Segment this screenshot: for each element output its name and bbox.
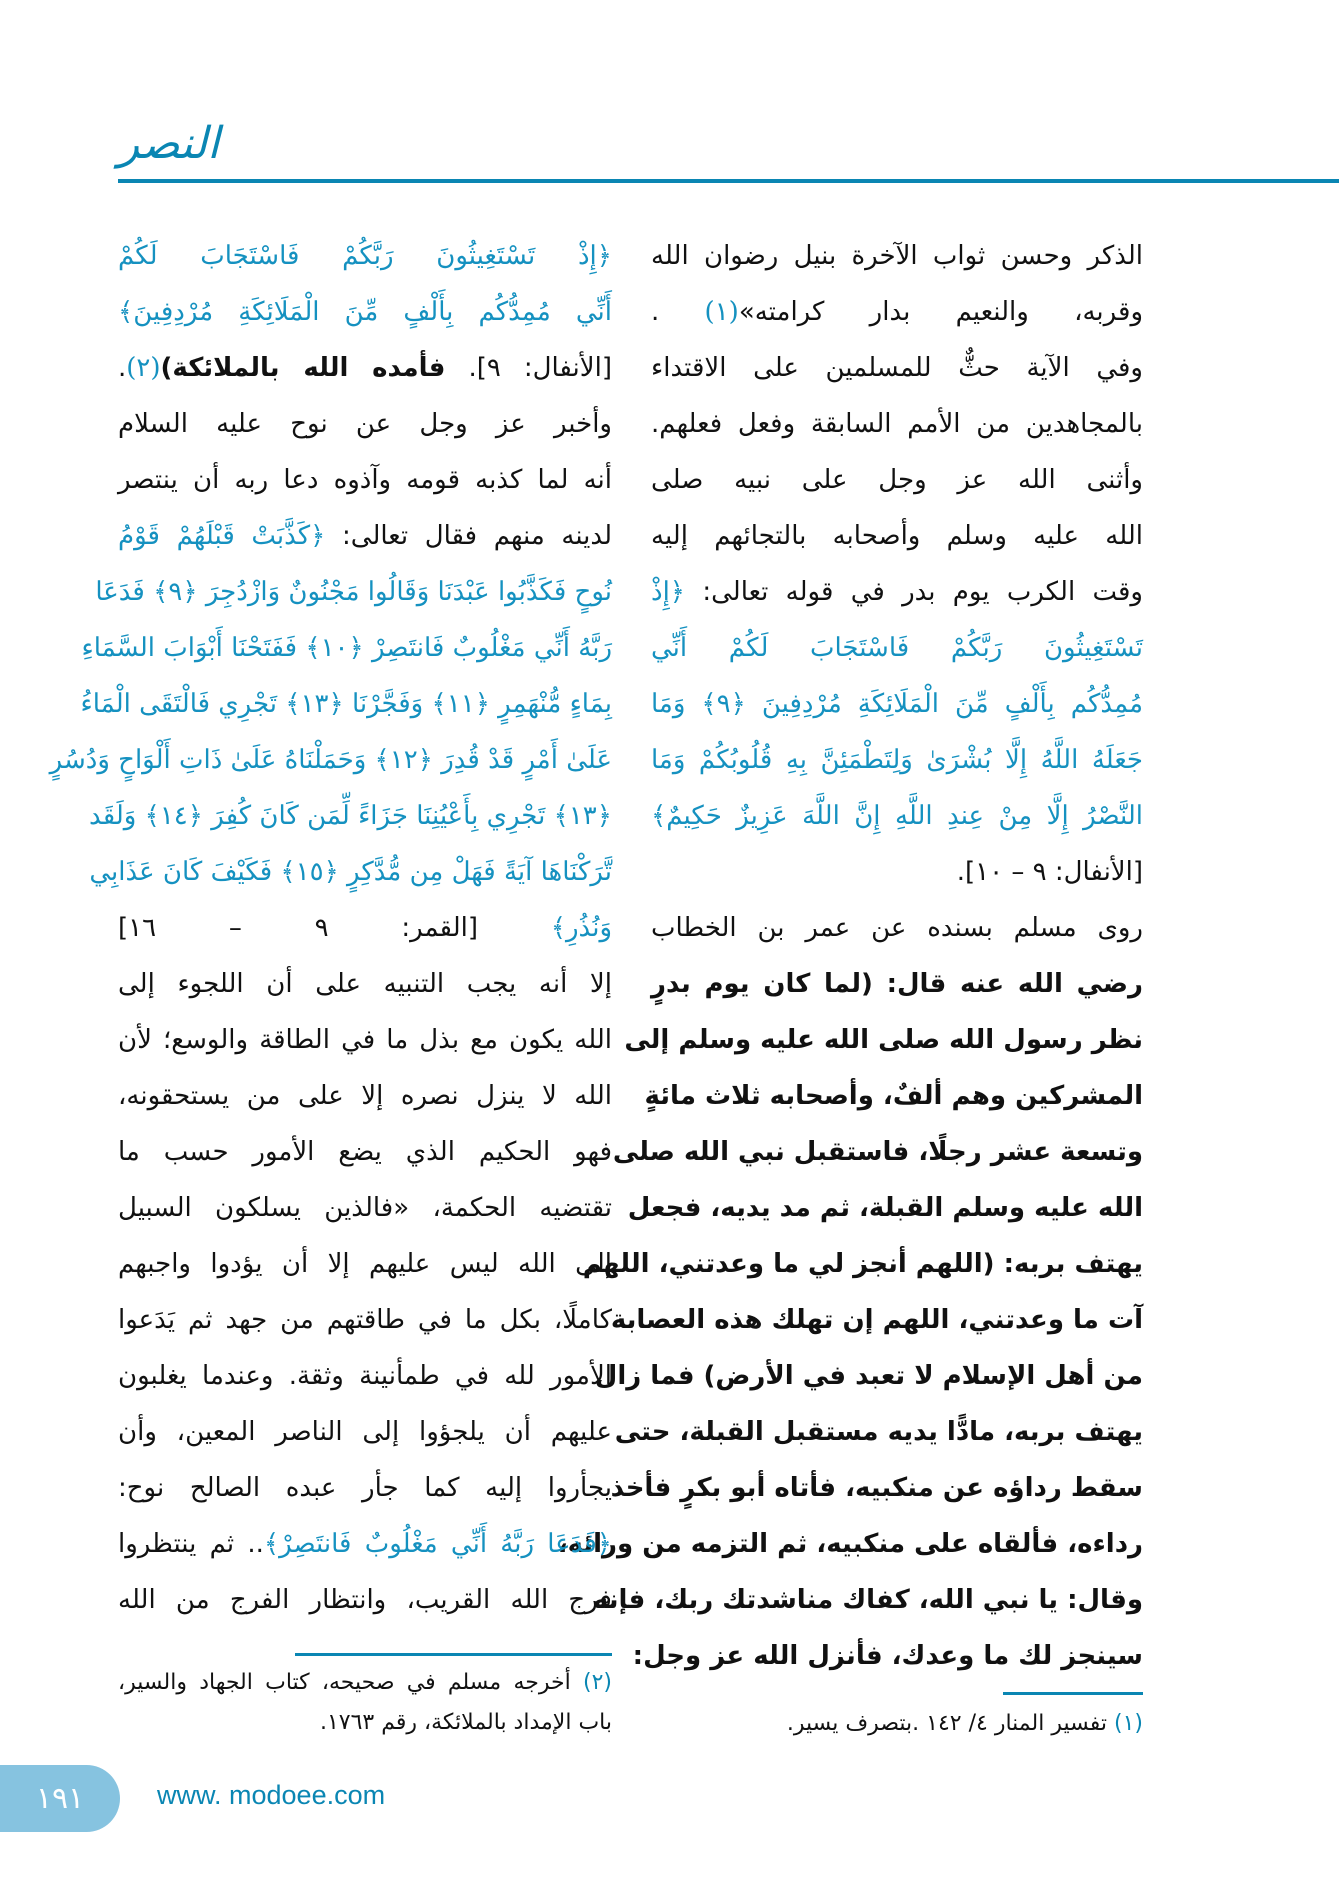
footnote-1 (651, 1704, 1143, 1744)
body-text: وأثنى الله عز وجل على نبيه صلى (651, 465, 1143, 495)
body-text: عليهم أن يلجؤوا إلى الناصر المعين، وأن (118, 1417, 612, 1447)
body-text: الأمور لله في طمأنينة وثقة. وعندما يغلبون (118, 1361, 612, 1391)
text-line (614, 1404, 1143, 1460)
text-line (610, 1460, 1143, 1516)
body-text: . (651, 297, 705, 327)
body-text: روى مسلم بسنده عن عمر بن الخطاب (651, 913, 1143, 943)
hadith-text: من أهل الإسلام لا تعبد في الأرض) فما زال (594, 1361, 1143, 1391)
footnote-rule-right (1003, 1692, 1143, 1695)
body-text: فرج الله القريب، وانتظار الفرج من الله (118, 1585, 612, 1615)
text-line (118, 1236, 612, 1292)
quran-text: عَلَىٰ أَمْرٍ قَدْ قُدِرَ ﴿١٢﴾ وَحَمَلْنَاهُ عَلَىٰ ذَاتِ أَلْوَاحٍ وَدُسُرٍ (49, 745, 612, 775)
text-line (557, 1516, 1143, 1572)
text-line (610, 1292, 1143, 1348)
quran-text: ﴿فَدَعَا رَبَّهُ أَنِّي مَغْلُوبٌ فَانتَصِرْ﴾ (263, 1529, 612, 1559)
quran-text: أَنِّي مُمِدُّكُم بِأَلْفٍ مِّنَ الْمَلَائِكَةِ مُرْدِفِينَ﴾ (118, 297, 612, 327)
body-text: فهو الحكيم الذي يضع الأمور حسب ما (118, 1137, 612, 1167)
text-line (118, 1516, 612, 1572)
quran-text: (١) (704, 297, 739, 327)
text-line (118, 1180, 612, 1236)
body-text: [الأنفال: ٩ – ١٠]. (956, 857, 1143, 887)
hadith-text: سقط رداؤه عن منكبيه، فأتاه أبو بكرٍ فأخذ (610, 1473, 1143, 1503)
text-line (81, 620, 612, 676)
body-text: لدينه منهم فقال تعالى: (325, 521, 612, 551)
text-line (118, 1292, 612, 1348)
quran-text: تَّرَكْنَاهَا آيَةً فَهَلْ مِن مُّدَّكِرٍ ﴿١٥﴾ فَكَيْفَ كَانَ عَذَابِي (89, 857, 612, 887)
website-link[interactable]: www. modoee.com (157, 1780, 386, 1810)
footnote-text: تفسير المنار ٤/ ١٤٢ .بتصرف يسير. (786, 1711, 1114, 1736)
body-text: يجأروا إليه كما جأر عبده الصالح نوح: (118, 1473, 612, 1503)
quran-text: ﴿إِذْ (651, 577, 686, 607)
hadith-text: الله عليه وسلم القبلة، ثم مد يديه، فجعل (627, 1193, 1143, 1223)
body-text: . (118, 353, 127, 383)
quran-text: وَنُذُرِ﴾ (477, 913, 612, 943)
text-line (651, 284, 1143, 340)
text-line (118, 396, 612, 452)
body-text: بالمجاهدين من الأمم السابقة وفعل فعلهم. (651, 409, 1143, 439)
quran-text: ﴿إِذْ تَسْتَغِيثُونَ رَبَّكُمْ فَاسْتَجَابَ لَكُمْ (118, 241, 612, 271)
text-line (118, 508, 612, 564)
body-text: وقربه، والنعيم بدار كرامته» (738, 297, 1143, 327)
text-line (651, 732, 1143, 788)
body-text: تقتضيه الحكمة، «فالذين يسلكون السبيل (118, 1193, 612, 1223)
quran-text: تَسْتَغِيثُونَ رَبَّكُمْ فَاسْتَجَابَ لَكُمْ أَنِّي (651, 633, 1143, 663)
body-text: وقت الكرب يوم بدر في قوله تعالى: (685, 577, 1143, 607)
hadith-text: وتسعة عشر رجلًا، فاستقبل نبي الله صلى (612, 1137, 1143, 1167)
text-line (651, 844, 1143, 900)
hadith-text: يهتف بربه، مادًّا يديه مستقبل القبلة، حتى (614, 1417, 1143, 1447)
text-line (118, 1068, 612, 1124)
text-line (593, 1572, 1143, 1628)
footnote-number: (١) (1113, 1711, 1143, 1736)
hadith-text: نظر رسول الله صلى الله عليه وسلم إلى (624, 1025, 1143, 1055)
text-line (582, 1236, 1143, 1292)
body-text: إلا أنه يجب التنبيه على أن اللجوء إلى (118, 969, 612, 999)
hadith-text: آت ما وعدتني، اللهم إن تهلك هذه العصابة (610, 1305, 1143, 1335)
text-line (49, 732, 612, 788)
text-line (651, 676, 1143, 732)
text-line (632, 1628, 1143, 1684)
text-line (651, 956, 1143, 1012)
text-line (118, 452, 612, 508)
header-rule (118, 179, 1339, 183)
text-line (95, 564, 612, 620)
quran-text: ﴿كَذَّبَتْ قَبْلَهُمْ قَوْمُ (118, 521, 326, 551)
hadith-text: رداءه، فألقاه على منكبيه، ثم التزمه من ورائه، (557, 1529, 1143, 1559)
left-column (49, 228, 612, 1628)
text-line (627, 1180, 1143, 1236)
text-line (118, 900, 612, 956)
text-line (651, 228, 1143, 284)
text-line (651, 788, 1143, 844)
text-line (118, 1460, 612, 1516)
text-line (118, 228, 612, 284)
body-text: الذكر وحسن ثواب الآخرة بنيل رضوان الله (651, 241, 1143, 271)
text-line (651, 452, 1143, 508)
right-column (557, 228, 1143, 1684)
text-line (651, 620, 1143, 676)
page-number: ١٩١ (0, 1765, 120, 1832)
quran-text: نُوحٍ فَكَذَّبُوا عَبْدَنَا وَقَالُوا مَجْنُونٌ وَازْدُجِرَ ﴿٩﴾ فَدَعَا (95, 577, 612, 607)
quran-text: مُمِدُّكُم بِأَلْفٍ مِّنَ الْمَلَائِكَةِ مُرْدِفِينَ ﴿٩﴾ وَمَا (651, 689, 1143, 719)
footnote-rule-left (295, 1653, 612, 1656)
body-text: [الأنفال: ٩]. (445, 353, 612, 383)
footnote-text: أخرجه مسلم في صحيحه، كتاب الجهاد والسير، باب الإمداد بالملائكة، رقم ١٧٦٣. (118, 1670, 612, 1735)
text-line (118, 1404, 612, 1460)
body-text: وأخبر عز وجل عن نوح عليه السلام (118, 409, 612, 439)
text-line (118, 1348, 612, 1404)
body-text: إلى الله ليس عليهم إلا أن يؤدوا واجبهم (118, 1249, 612, 1279)
body-text: أنه لما كذبه قومه وآذوه دعا ربه أن ينتصر (118, 465, 612, 495)
hadith-text: فأمده الله بالملائكة) (160, 353, 446, 383)
text-line (89, 844, 612, 900)
text-line (89, 788, 612, 844)
text-line (612, 1124, 1143, 1180)
body-text: .. ثم ينتظروا (118, 1529, 264, 1559)
hadith-text: رضي الله عنه قال: (لما كان يوم بدرٍ (651, 969, 1143, 999)
text-line (651, 564, 1143, 620)
text-line (651, 508, 1143, 564)
text-line (80, 676, 612, 732)
text-line (624, 1012, 1143, 1068)
hadith-text: سينجز لك ما وعدك، فأنزل الله عز وجل: (632, 1641, 1143, 1671)
text-line (118, 284, 612, 340)
text-line (118, 1572, 612, 1628)
hadith-text: يهتف بربه: (اللهم أنجز لي ما وعدتني، اللهم (582, 1249, 1143, 1279)
text-line (651, 396, 1143, 452)
text-line (118, 1012, 612, 1068)
text-line (118, 1124, 612, 1180)
body-text: وفي الآية حثٌّ للمسلمين على الاقتداء (651, 353, 1143, 383)
quran-text: النَّصْرُ إِلَّا مِنْ عِندِ اللَّهِ إِنَّ اللَّهَ عَزِيزٌ حَكِيمٌ﴾ (651, 801, 1143, 831)
body-text: الله عليه وسلم وأصحابه بالتجائهم إليه (651, 521, 1143, 551)
body-text: الله لا ينزل نصره إلا على من يستحقونه، (118, 1081, 612, 1111)
body-text: [القمر: ٩ – ١٦] (118, 913, 478, 943)
hadith-text: وقال: يا نبي الله، كفاك مناشدتك ربك، فإنه (593, 1585, 1143, 1615)
hadith-text: المشركين وهم ألفٌ، وأصحابه ثلاث مائةٍ (644, 1081, 1143, 1111)
quran-text: ﴿١٣﴾ تَجْرِي بِأَعْيُنِنَا جَزَاءً لِّمَن كَانَ كُفِرَ ﴿١٤﴾ وَلَقَد (89, 801, 612, 831)
quran-text: (٢) (126, 353, 161, 383)
text-line (644, 1068, 1143, 1124)
chapter-title: النصر (118, 118, 220, 169)
text-line (651, 900, 1143, 956)
footnote-number: (٢) (582, 1670, 612, 1695)
text-line (651, 340, 1143, 396)
footnote-2 (118, 1663, 612, 1743)
body-text: الله يكون مع بذل ما في الطاقة والوسع؛ لأن (118, 1025, 612, 1055)
body-text: كاملًا، بكل ما في طاقتهم من جهد ثم يَدَعوا (118, 1305, 612, 1335)
text-line (594, 1348, 1143, 1404)
quran-text: بِمَاءٍ مُّنْهَمِرٍ ﴿١١﴾ وَفَجَّرْنَا ﴿١٣﴾ تَجْرِي فَالْتَقَى الْمَاءُ (80, 689, 612, 719)
text-line (118, 956, 612, 1012)
quran-text: جَعَلَهُ اللَّهُ إِلَّا بُشْرَىٰ وَلِتَطْمَئِنَّ بِهِ قُلُوبُكُمْ وَمَا (651, 745, 1143, 775)
quran-text: رَبَّهُ أَنِّي مَغْلُوبٌ فَانتَصِرْ ﴿١٠﴾ فَفَتَحْنَا أَبْوَابَ السَّمَاءِ (81, 633, 612, 663)
text-line (118, 340, 612, 396)
